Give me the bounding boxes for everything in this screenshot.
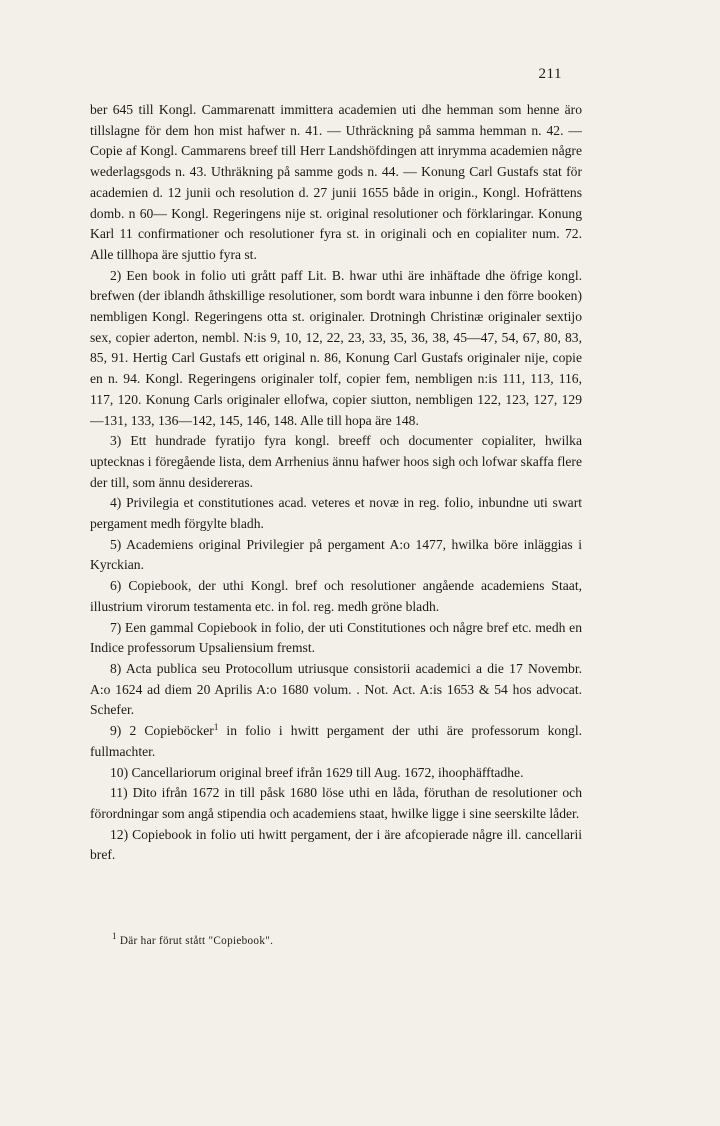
paragraph-intro: ber 645 till Kongl. Cammarenatt immittera academien uti dhe hemman som henne äro tillslagne för dem hon mist hafwer n. 41. — Uthräckning på samma hemman n. 42. — Copie af Kongl. Cammarens breef till Herr Landshöfdingen att inrymma academien någre wederlagsgods n. 43. Uthräkning på samme gods n. 44. — Konung Carl Gustafs stat för academien d. 12 junii och resolution d. 27 junii 1655 både in origin., Kongl. Hofrättens domb. n 60— Kongl. Regeringens nije st. original resolutioner och förklaringar. Konung Karl 11 confirmationer och resolutioner fyra st. in originali och en copialiter num. 72. Alle tillhopa äre sjuttio fyra st. [90,102,582,262]
footnote-mark: 1 [112,931,117,941]
footnote-reference: 1 [213,722,219,733]
paragraph-item-11: 11) Dito ifrån 1672 in till påsk 1680 löse uthi en låda, föruthan de resolutioner och förordningar som angå stipendia och academiens staat, hwilke ligge i sine seerskilte låder. [90,785,582,821]
body-text [90,100,582,866]
paragraph-item-9-start: 9) 2 Copieböcker [110,723,214,739]
footnote [112,933,582,949]
footnote-text: Där har förut stått "Copiebook". [116,935,274,947]
paragraph-item-6: 6) Copiebook, der uthi Kongl. bref och resolutioner angående academiens Staat, illustrium virorum testamenta etc. in fol. reg. medh gröne bladh. [90,578,582,614]
paragraph-item-12: 12) Copiebook in folio uti hwitt pergament, der i äre afcopierade någre ill. cancellarii bref. [90,826,582,863]
paragraph-item-4: 4) Privilegia et constitutiones acad. veteres et novæ in reg. folio, inbundne uti swart pergament medh förgylte bladh. [90,495,582,532]
paragraph-item-10: 10) Cancellariorum original breef ifrån 1629 till Aug. 1672, ihoophäfftadhe. [110,764,524,780]
paragraph-item-5: 5) Academiens original Privilegier på pergament A:o 1477, hwilka böre inläggias i Kyrckian. [90,536,582,573]
paragraph-item-2: 2) Een book in folio uti grått paff Lit. B. hwar uthi äre inhäftade dhe öfrige kongl. brefwen (der iblandh åthskillige resolutioner, som bordt wara inbunne i den förre booken) nembligen Kongl. Regeringens otta st. originaler. Drotningh Christinæ originaler sextijo sex, copier aderton, nembl. N:is 9, 10, 12, 22, 23, 33, 35, 36, 38, 45—47, 54, 67, 80, 83, 85, 91. Hertig Carl Gustafs ett original n. 86, Konung Carl Gustafs originaler nije, copie en n. 94. Kongl. Regeringens originaler tolf, copier fem, nembligen n:is 111, 113, 116, 117, 120. Konung Carls originaler ellofwa, copier siutton, nembligen 122, 123, 127, 129—131, 133, 136—142, 145, 146, 148. Alle till hopa äre 148. [90,267,582,428]
paragraph-item-9 [90,721,582,762]
paragraph-item-7: 7) Een gammal Copiebook in folio, der uti Constitutiones och någre bref etc. medh en Indice professorum Upsaliensium fremst. [90,619,582,656]
paragraph-item-3: 3) Ett hundrade fyratijo fyra kongl. breeff och documenter copialiter, hwilka uptecknas i föregående lista, dem Arrhenius ännu hafwer hoos sigh och lofwar skaffa flere der till, som ännu desidereras. [90,433,582,490]
paragraph-item-9-end: in folio i hwitt pergament der uthi äre professorum kongl. fullmachter. [90,723,582,759]
page-number: 211 [538,66,562,82]
paragraph-item-8: 8) Acta publica seu Protocollum utriusque consistorii academici a die 17 Novembr. A:o 1624 ad diem 20 Aprilis A:o 1680 volum. . Not. Act. A:is 1653 & 54 hos advocat. Schefer. [90,660,582,718]
